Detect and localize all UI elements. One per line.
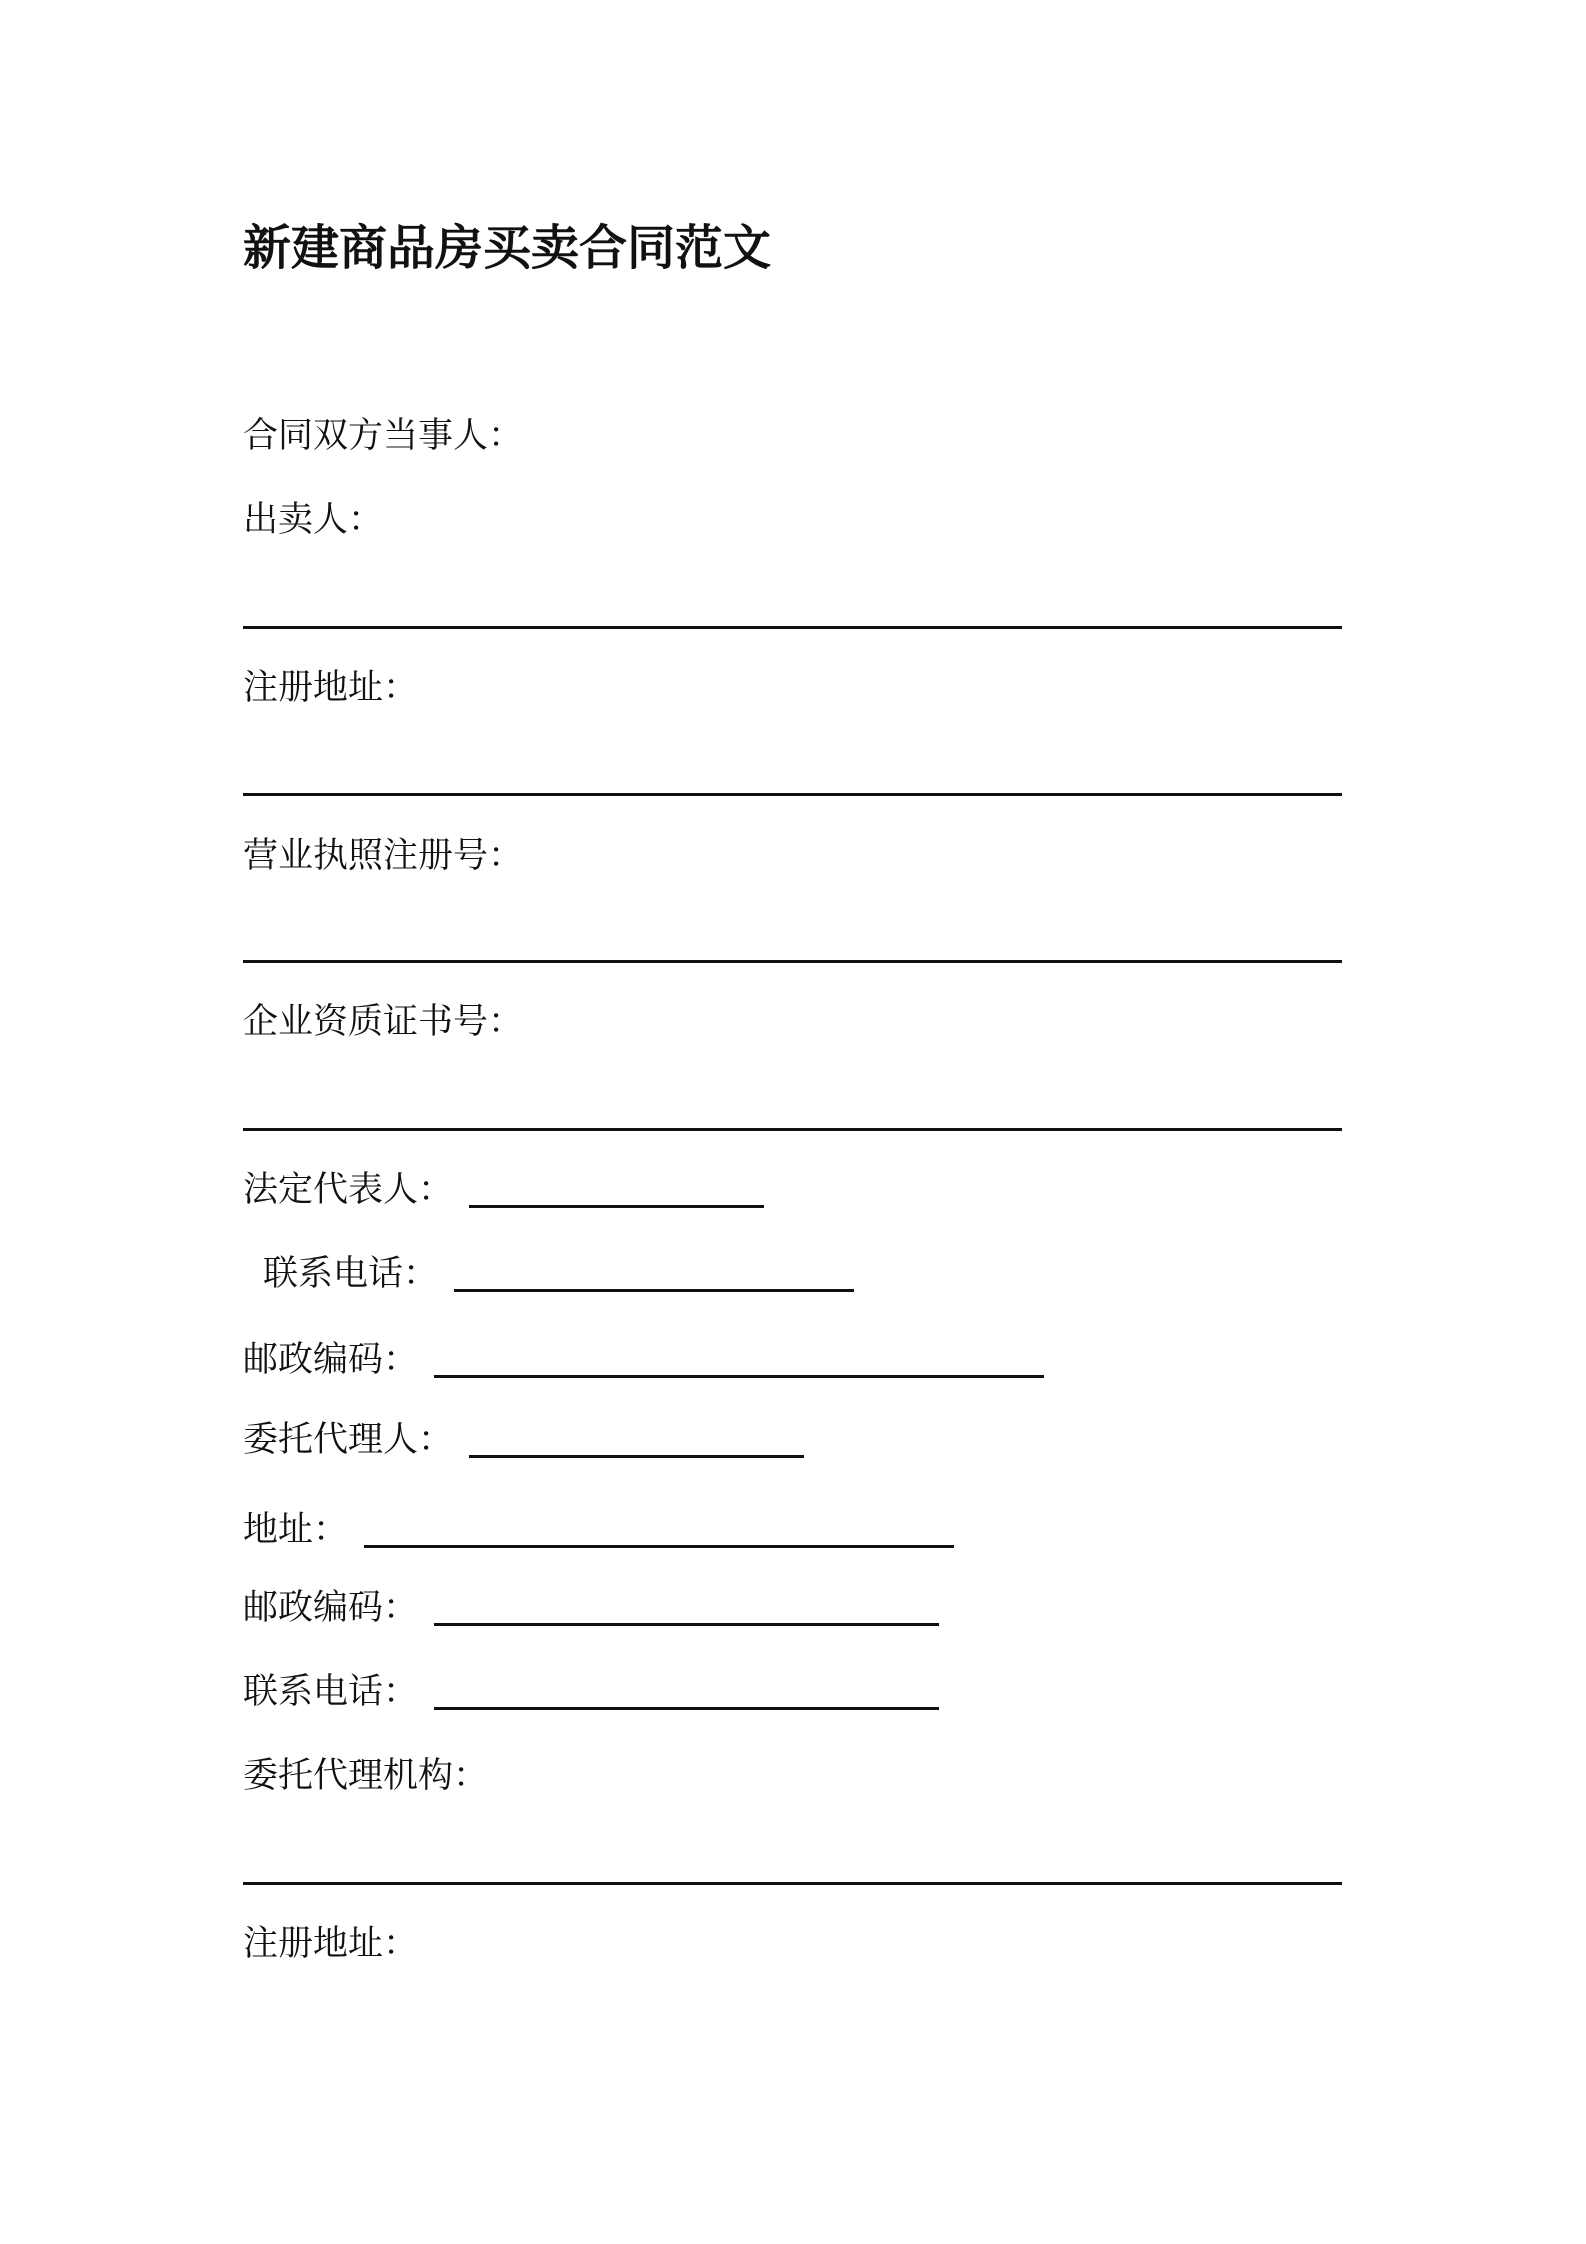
seller-label: 出卖人：	[243, 500, 384, 540]
postal-code-blank-1[interactable]	[434, 1339, 1044, 1378]
address-line	[243, 1506, 954, 1554]
legal-rep-label: 法定代表人：	[243, 1170, 454, 1210]
agency-line	[243, 1752, 488, 1800]
address-label: 地址：	[243, 1510, 349, 1550]
qualification-cert-fill-line[interactable]	[243, 1128, 1342, 1131]
registered-address-line-2	[243, 1920, 418, 1968]
parties-heading	[243, 412, 523, 460]
agency-label: 委托代理机构：	[243, 1756, 489, 1796]
legal-rep-blank[interactable]	[469, 1169, 764, 1208]
address-blank[interactable]	[364, 1509, 954, 1548]
business-license-line	[243, 832, 523, 880]
registered-address-label: 注册地址：	[243, 668, 419, 708]
seller-line	[243, 496, 383, 544]
seller-fill-line[interactable]	[243, 626, 1342, 629]
agency-fill-line[interactable]	[243, 1882, 1342, 1885]
agent-blank[interactable]	[469, 1419, 804, 1458]
parties-heading-label: 合同双方当事人：	[243, 416, 524, 456]
postal-code-line-1	[243, 1336, 1044, 1384]
agent-line	[243, 1416, 804, 1464]
postal-code-line-2	[243, 1584, 939, 1632]
postal-code-blank-2[interactable]	[434, 1587, 939, 1626]
registered-address-label-2: 注册地址：	[243, 1924, 419, 1964]
contact-phone-label-1: 联系电话：	[263, 1254, 439, 1294]
document-title: 新建商品房买卖合同范文	[243, 220, 772, 276]
registered-address-line	[243, 664, 418, 712]
postal-code-label-2: 邮政编码：	[243, 1588, 419, 1628]
qualification-cert-label: 企业资质证书号：	[243, 1002, 524, 1042]
postal-code-label-1: 邮政编码：	[243, 1340, 419, 1380]
agent-label: 委托代理人：	[243, 1420, 454, 1460]
contact-phone-line-2	[243, 1668, 939, 1716]
business-license-fill-line[interactable]	[243, 960, 1342, 963]
contact-phone-blank-2[interactable]	[434, 1671, 939, 1710]
legal-rep-line	[243, 1166, 764, 1214]
registered-address-fill-line[interactable]	[243, 793, 1342, 796]
qualification-cert-line	[243, 998, 523, 1046]
business-license-label: 营业执照注册号：	[243, 836, 524, 876]
contact-phone-line-1	[263, 1250, 854, 1298]
contact-phone-blank-1[interactable]	[454, 1253, 854, 1292]
contact-phone-label-2: 联系电话：	[243, 1672, 419, 1712]
